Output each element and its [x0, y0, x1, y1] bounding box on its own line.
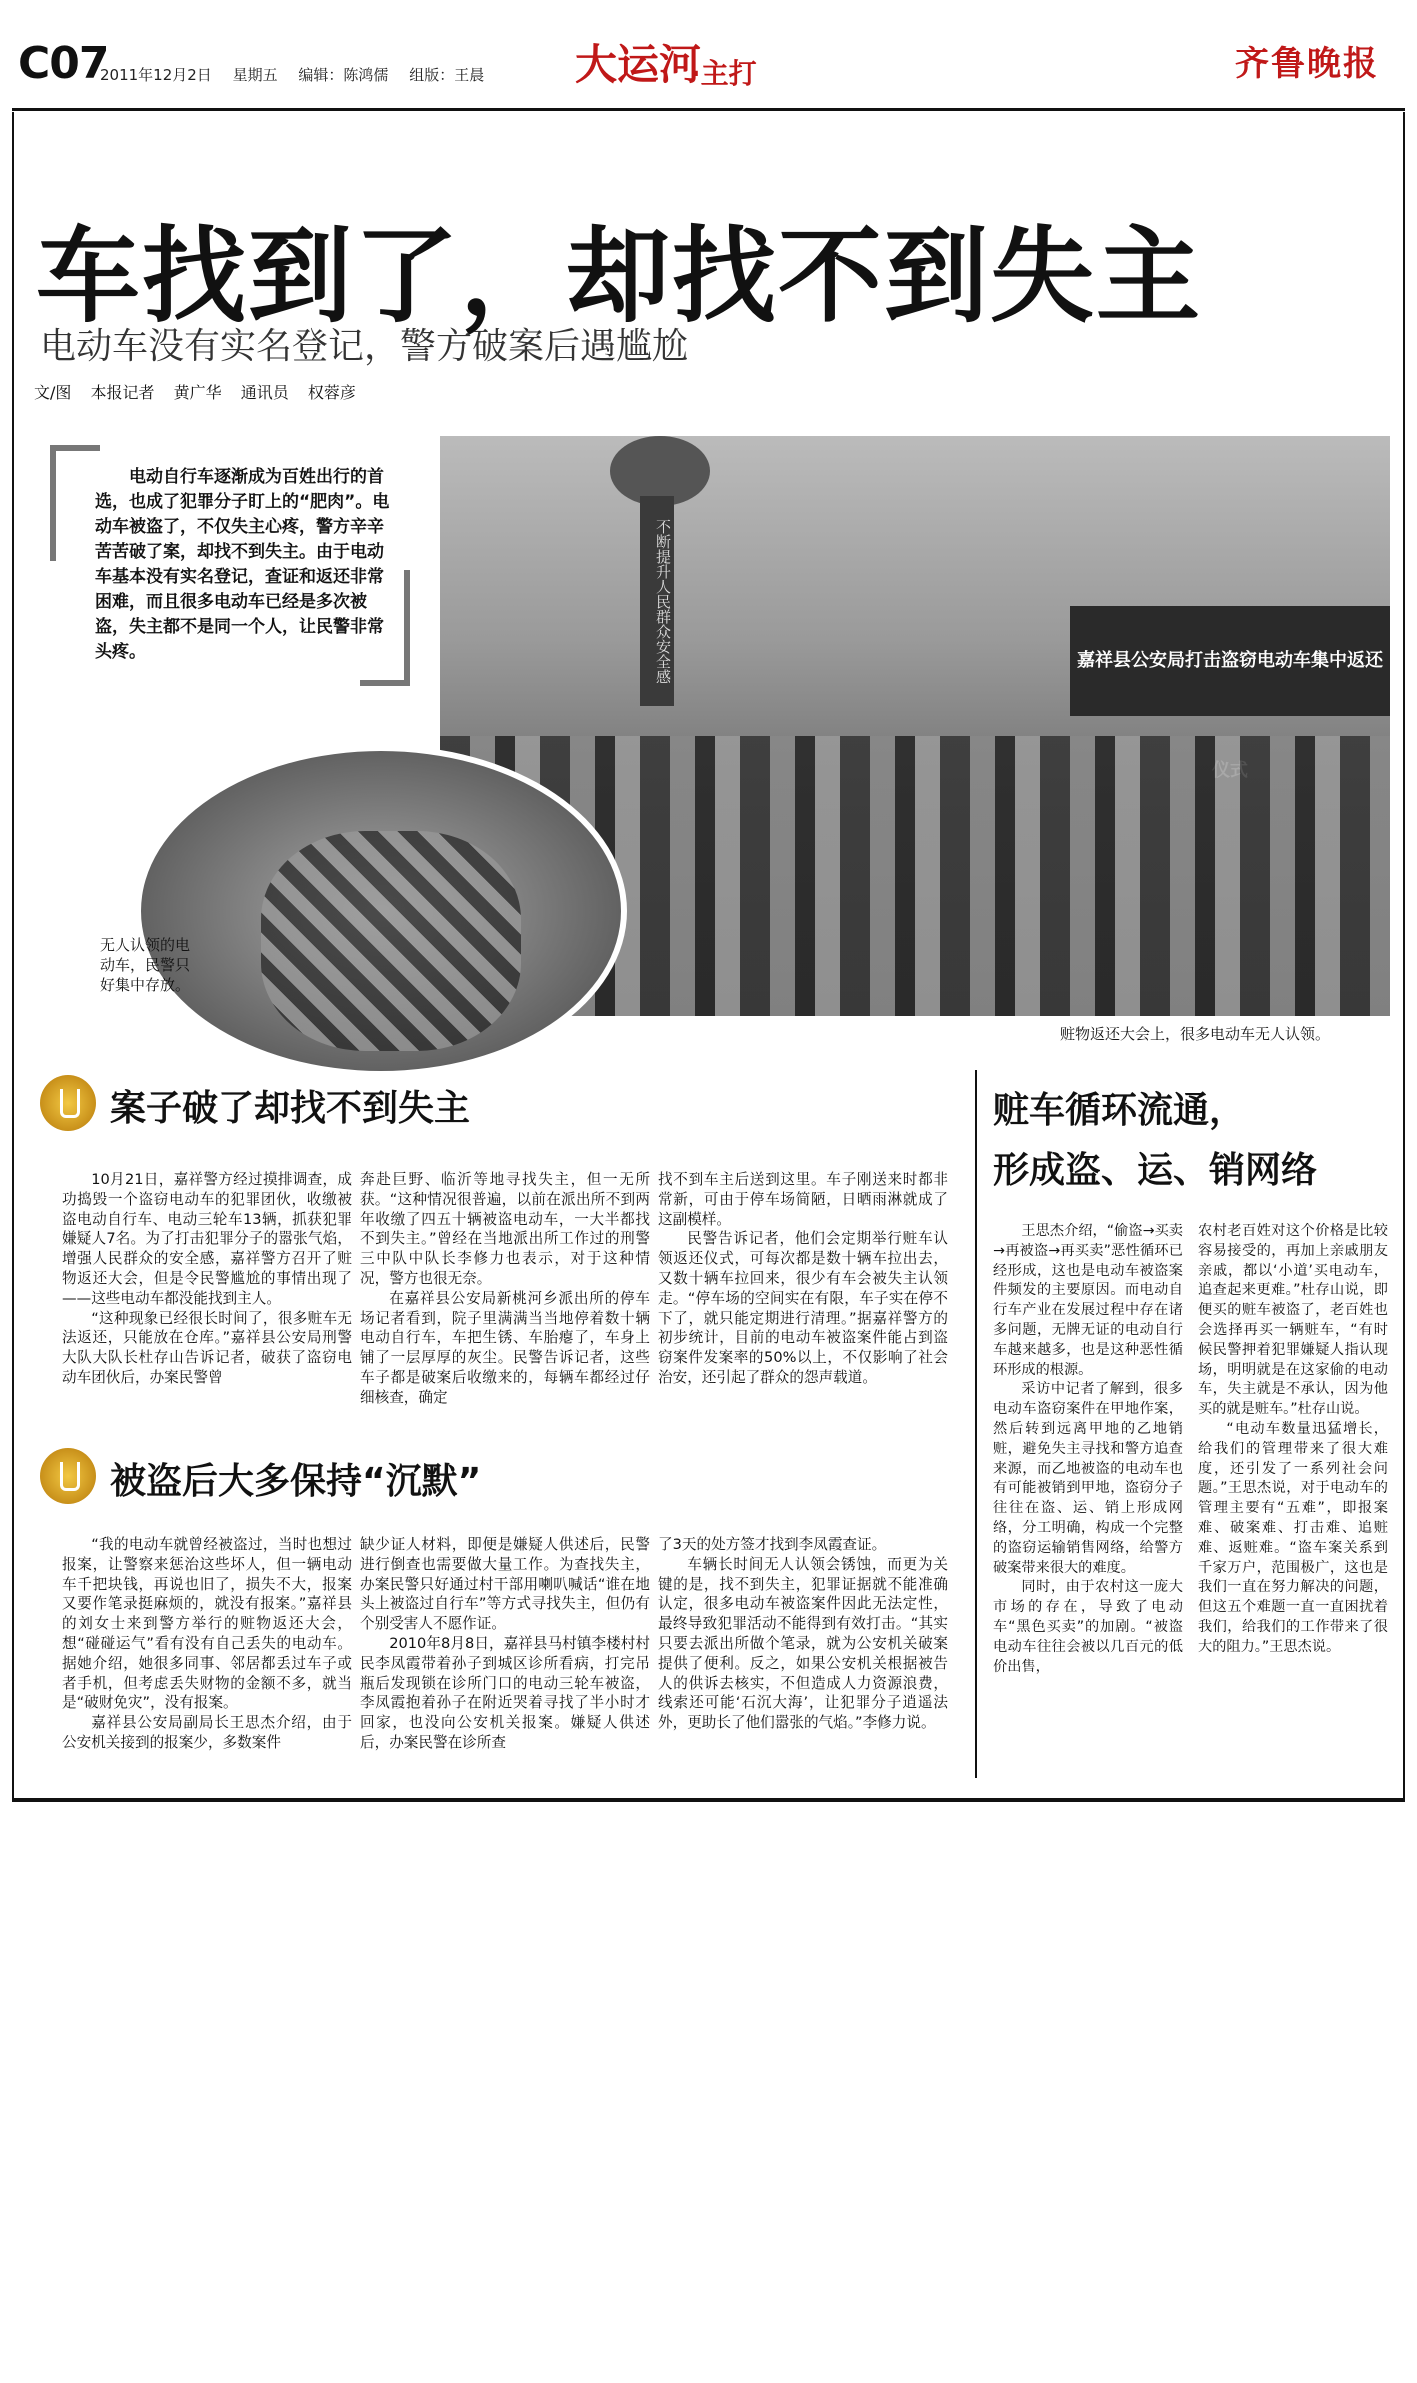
section2-col1	[62, 1535, 352, 1753]
photo-banner: 不断提升人民群众安全感	[640, 496, 674, 706]
newspaper-logo: 齐鲁晚报	[1235, 44, 1379, 84]
page-code: C07	[18, 38, 109, 89]
byline-part: 通讯员	[240, 383, 289, 402]
section-brand: 大运河	[575, 40, 702, 89]
paragraph: “我的电动车就曾经被盗过，当时也想过报案，让警察来惩治这些坏人，但一辆电动车千把块钱，再说也旧了，损失不大，报案又要作笔录挺麻烦的，就没有报案。”嘉祥县的刘女士来到警方举行的赃物返还大会，想“碰碰运气”看有没有自己丢失的电动车。据她介绍，她很多同事、邻居都丢过车子或者手机，但考虑丢失财物的金额不多，就当是“破财免灾”，没有报案。	[62, 1536, 352, 1712]
paragraph: 民警告诉记者，他们会定期举行赃车认领返还仪式，可每次都是数十辆车拉出去，又数十辆车拉回来，很少有车会被失主认领走。“停车场的空间实在有限，车子实在停不下了，就只能定期进行清理。”据嘉祥警方的初步统计，目前的电动车被盗案件能占到盗窃案件发案率的50%以上，不仅影响了社会治安，还引起了群众的怨声载道。	[658, 1230, 948, 1386]
sidebar-title-line1: 赃车循环流通，	[993, 1090, 1246, 1131]
paragraph: 在嘉祥县公安局新桃河乡派出所的停车场记者看到，院子里满满当当地停着数十辆电动自行车，车把生锈、车胎瘪了，车身上铺了一层厚厚的灰尘。民警告诉记者，这些车子都是破案后收缴来的，每辆车都经过仔细核查，确定	[360, 1289, 650, 1406]
section1-col1	[62, 1170, 352, 1388]
byline-part: 黄广华	[173, 383, 222, 402]
paragraph: 奔赴巨野、临沂等地寻找失主，但一无所获。“这种情况很普遍，以前在派出所不到两年收缴了四五十辆被盗电动车，一大半都找不到失主。”曾经在当地派出所工作过的刑警三中队中队长李修力也表示，对于这种情况，警方也很无奈。	[360, 1171, 650, 1287]
section-hand-icon	[40, 1075, 96, 1131]
column-separator	[975, 1070, 977, 1778]
inset-photo	[135, 745, 627, 1077]
issue-weekday: 星期五	[232, 66, 278, 84]
section2-col3	[658, 1535, 948, 1733]
issue-date: 2011年12月2日	[100, 66, 212, 84]
paragraph: 了3天的处方签才找到李凤霞查证。	[658, 1536, 887, 1553]
layout-credit: 组版：王晨	[409, 66, 485, 84]
headline: 车找到了，却找不到失主	[36, 215, 1203, 337]
section1-col2	[360, 1170, 650, 1408]
inset-photo-caption: 无人认领的电动车，民警只好集中存放。	[99, 936, 190, 994]
paragraph: 嘉祥县公安局副局长王思杰介绍，由于公安机关接到的报案少，多数案件	[62, 1714, 352, 1751]
subheadline: 电动车没有实名登记，警方破案后遇尴尬	[40, 326, 689, 367]
sidebar-col1	[993, 1222, 1183, 1677]
paragraph: 农村老百姓对这个价格是比较容易接受的，再加上亲戚朋友亲戚，都以‘小道’买电动车，追查起来更难。”杜存山说，即便买的赃车被盗了，老百姓也会选择再买一辆赃车，“有时候民警押着犯罪嫌疑人指认现场，明明就是在这家偷的电动车，失主就是不承认，因为他买的就是赃车。”杜存山说。	[1198, 1223, 1388, 1418]
section-hand-icon	[40, 1448, 96, 1504]
inset-bikes	[261, 831, 521, 1051]
byline-part: 文/图	[34, 383, 72, 402]
sidebar-title-line2: 形成盗、运、销网络	[993, 1150, 1318, 1191]
paragraph: 缺少证人材料，即便是嫌疑人供述后，民警进行倒查也需要做大量工作。为查找失主，办案民警只好通过村干部用喇叭喊话“谁在地头上被盗过自行车”等方式寻找失主，但仍有个别受害人不愿作证。	[360, 1536, 650, 1633]
header-meta	[100, 64, 500, 85]
paragraph: “这种现象已经很长时间了，很多赃车无法返还，只能放在仓库。”嘉祥县公安局刑警大队大队长杜存山告诉记者，破获了盗窃电动车团伙后，办案民警曾	[62, 1309, 352, 1386]
section2-col2	[360, 1535, 650, 1753]
section1-col3	[658, 1170, 948, 1388]
paragraph: 10月21日，嘉祥警方经过摸排调查，成功捣毁一个盗窃电动车的犯罪团伙，收缴被盗电动自行车、电动三轮车13辆，抓获犯罪嫌疑人7名。为了打击犯罪分子的嚣张气焰，增强人民群众的安全感，嘉祥警方召开了赃物返还大会，但是令民警尴尬的事情出现了——这些电动车都没能找到主人。	[62, 1171, 352, 1307]
editor-credit: 编辑：陈鸿儒	[298, 66, 389, 84]
section2-title: 被盗后大多保持“沉默”	[110, 1461, 482, 1502]
section1-title: 案子破了却找不到失主	[110, 1088, 471, 1129]
paragraph: 王思杰介绍，“偷盗→买卖→再被盗→再买卖”恶性循环已经形成，这也是电动车被盗案件频发的主要原因。而电动自行车产业在发展过程中存在诸多问题，无牌无证的电动自行车越来越多，也是这种恶性循环形成的根源。	[993, 1223, 1183, 1378]
byline-part: 本报记者	[90, 383, 155, 402]
header-rule	[12, 108, 1405, 111]
intro-paragraph: 电动自行车逐渐成为百姓出行的首选，也成了犯罪分子盯上的“肥肉”。电动车被盗了，不仅失主心疼，警方辛辛苦苦破了案，却找不到失主。由于电动车基本没有实名登记，查证和返还非常困难，而且很多电动车已经是多次被盗，失主都不是同一个人，让民警非常头疼。	[95, 467, 390, 662]
paragraph: 车辆长时间无人认领会锈蚀，而更为关键的是，找不到失主，犯罪证据就不能准确认定，很多电动车被盗案件因此无法定性，最终导致犯罪活动不能得到有效打击。“其实只要去派出所做个笔录，就为公安机关破案提供了便利。反之，如果公安机关根据被告人的供诉去核实，不但造成人力资源浪费，线索还可能‘石沉大海’，让犯罪分子逍遥法外，更助长了他们嚣张的气焰。”李修力说。	[658, 1555, 948, 1732]
paragraph: 采访中记者了解到，很多电动车盗窃案件在甲地作案，然后转到远离甲地的乙地销赃，避免失主寻找和警方追查来源，而乙地被盗的电动车也有可能被销到甲地，盗窃分子往往在盗、运、销上形成网络，分工明确，构成一个完整的盗窃运输销售网络，给警方破案带来很大的难度。	[993, 1381, 1183, 1576]
main-photo-caption: 赃物返还大会上，很多电动车无人认领。	[1060, 1025, 1331, 1043]
paragraph: 同时，由于农村这一庞大市场的存在，导致了电动车“黑色买卖”的加剧。“被盗电动车往往会被以几百元的低价出售，	[993, 1579, 1183, 1675]
byline	[34, 380, 370, 403]
quote-bracket-open	[50, 445, 100, 561]
sidebar-col2	[1198, 1222, 1388, 1658]
paragraph: 找不到车主后送到这里。车子刚送来时都非常新，可由于停车场简陋，日晒雨淋就成了这副模样。	[658, 1171, 948, 1228]
paragraph: “电动车数量迅猛增长，给我们的管理带来了很大难度，还引发了一系列社会问题。”王思杰说，对于电动车的管理主要有“五难”，即报案难、破案难、打击难、追赃难、返赃难。“盗车案关系到千家万户，范围极广，这也是我们一直在努力解决的问题，但这五个难题一直一直困扰着我们，给我们的工作带来了很大的阻力。”王思杰说。	[1198, 1420, 1388, 1655]
paragraph: 2010年8月8日，嘉祥县马村镇李楼村村民李凤霞带着孙子到城区诊所看病，打完吊瓶后发现锁在诊所门口的电动三轮车被盗，李凤霞抱着孙子在附近哭着寻找了半小时才回家，也没向公安机关报案。嫌疑人供述后，办案民警在诊所查	[360, 1634, 650, 1751]
section-subtitle: ·主打	[690, 57, 757, 90]
photo-stage-sign: 嘉祥县公安局打击盗窃电动车集中返还	[1070, 606, 1390, 716]
byline-part: 权蓉彦	[307, 383, 356, 402]
